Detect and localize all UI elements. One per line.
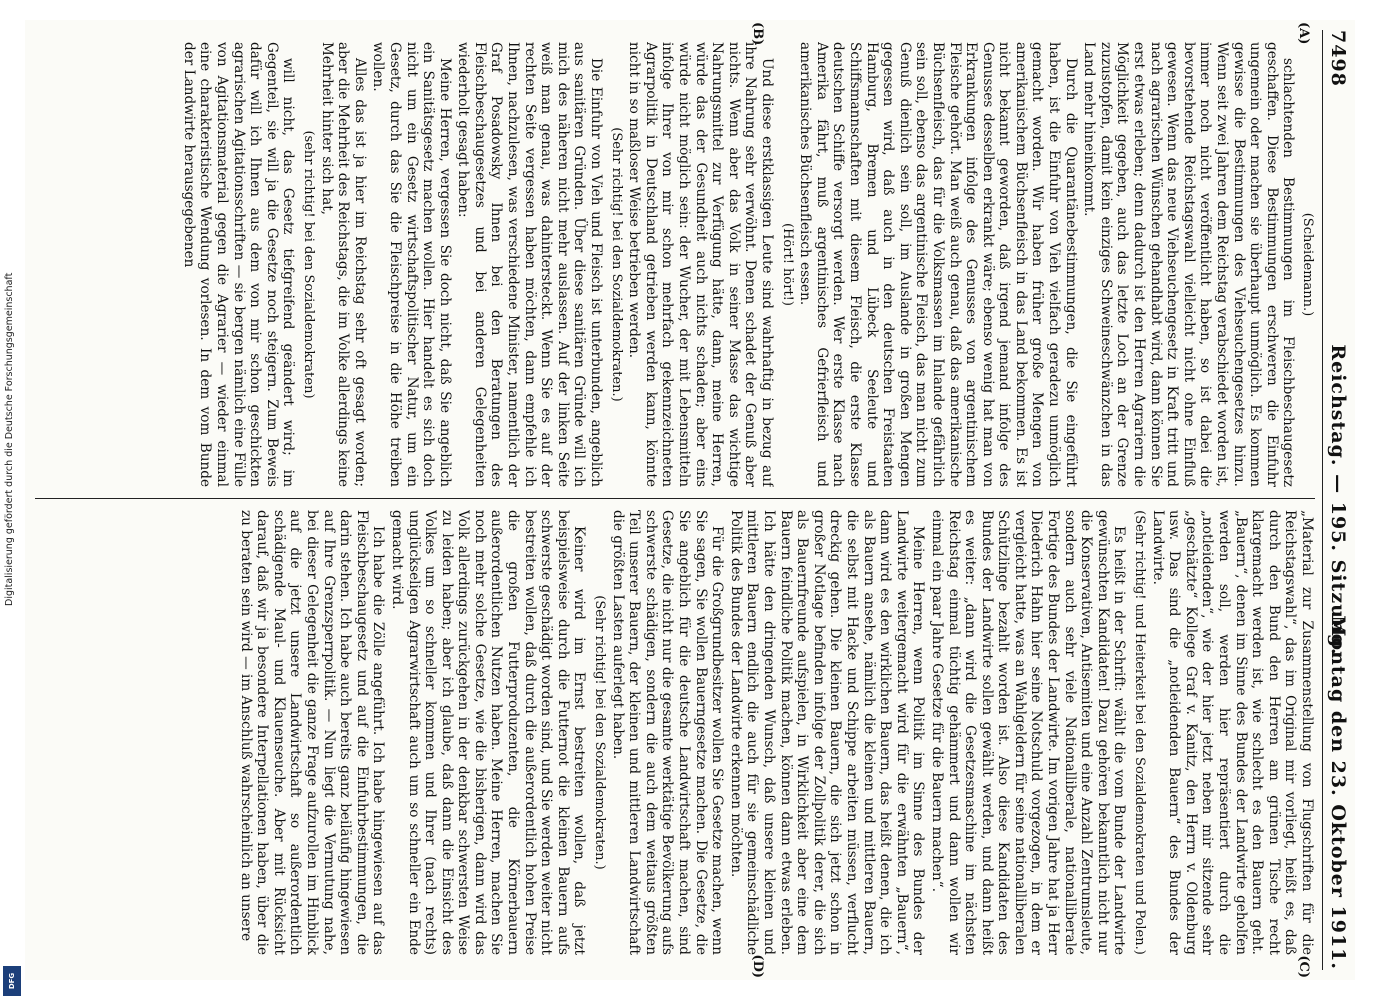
column-divider xyxy=(35,498,1315,499)
paragraph: Für die Großgrundbesitzer wollen Sie Gesetze machen, wenn Sie sagen, Sie wollen Bauerngesetze machen. Die Gesetze, die Sie angeblich für die deutsche Landwirtschaft machen, sind Gesetze, die nicht nur die gesamte werktätige Bevölkerung aufs schwerste schädigen, sondern die auch dem weitaus größten Teil unserer Bauern, der kleinen und mittleren Landwirtschaft die größten Lasten auferlegt haben. xyxy=(609,510,726,955)
session-date: Montag den 23. Oktober 1911. xyxy=(1327,615,1349,970)
interjection: (Sehr richtig! bei den Sozialdemokraten.) xyxy=(592,595,608,870)
interjection: (sehr richtig! bei den Sozialdemokraten) xyxy=(300,130,316,399)
margin-mark-a: (A) xyxy=(1296,22,1311,45)
page-header xyxy=(1323,30,1349,970)
scanned-page xyxy=(25,20,1355,980)
paragraph: Und diese erstklassigen Leute sind wahrhaftig in bezug auf ihre Nahrung sehr verwöhnt. Denen schadet der Genuß aber nichts. Wenn aber das Volk in seiner Masse das wichtige Nahrungsmittel zur Verfügung hätte, dann, meine Herren, würde das der Gesundheit auch nichts schaden; aber eins würde nicht möglich sein: der Wucher, der mit Lebensmitteln infolge Ihrer von mir schon mehrfach gekennzeichneten Agrarpolitik in Deutschland getrieben werden kann, könnte nicht in so maßloser Weise betrieben werden. xyxy=(626,42,775,487)
interjection: (Hört! hört!) xyxy=(779,223,795,306)
paragraph: Meine Herren, wenn Politik im Sinne des Bundes der Landwirte weitergemacht wird für die erwähnten „Bauern“, dann wird es den wirklichen Bauern, das heißt denen, die ich als Bauern ansehe, nämlich die kleinen und mittleren Bauern, die selbst mit Hacke und Schippe arbeiten müssen, verflucht dreckig gehen. Die kleinen Bauern, die sich jetzt schon in großer Notlage befinden infolge der Zollpolitik derer, die sich als Bauernfreunde aufspielen, in Wirklichkeit aber eine dem Bauern feindliche Politik machen, können dann etwas erleben. Ich hätte den dringenden Wunsch, daß unsere kleinen und mittleren Bauern endlich die auch für sie gemeinschädliche Politik des Bundes der Landwirte erkennen möchten. xyxy=(727,510,927,955)
margin-mark-c: (C) xyxy=(1296,955,1311,978)
left-text-column xyxy=(35,42,1315,487)
running-head: Reichstag. — 195. Sitzung. xyxy=(1327,344,1349,656)
paragraph: Durch die Quarantänebestimmungen, die Sie eingeführt haben, ist die Einfuhr von Vieh vielfach geradezu unmöglich gemacht worden. Wir haben früher große Mengen von amerikanischem Büchsenfleisch in das Land bekommen. Es ist nicht bekannt geworden, daß irgend jemand infolge des Genusses desselben erkrankt wäre; ebenso wenig hat man von Erkrankungen infolge des Genusses von argentinischem Fleische gehört. Man weiß auch genau, daß das amerikanische Büchsenfleisch, das für die Volksmassen im Inlande gefährlich sein soll, ebenso das argentinische Fleisch, das man nicht zum Genuß dienlich sein soll, im Auslande in großen Mengen gegessen wird, daß auch in den deutschen Freistaaten Hamburg, Bremen und Lübeck Seeleute und Schiffsmannschaften mit diesem Fleisch, die erste Klasse deutschen Schiffe versorgt werden. Wer erste Klasse nach Amerika fährt, muß argentinisches Gefrierfleisch und amerikanisches Büchsenfleisch essen. xyxy=(797,42,1079,487)
speaker-name: (Scheidemann.) xyxy=(1300,212,1315,317)
margin-mark-d: (D) xyxy=(750,954,765,978)
interjection: (Sehr richtig! und Heiterkeit bei den Sozialdemokraten und Polen.) xyxy=(1132,510,1148,955)
paragraph: Meine Herren, vergessen Sie doch nicht, daß Sie angeblich ein Sanitätsgesetz machen wollen. Hier handelt es sich doch nicht um ein Gesetz wirtschaftspolitischer Natur, um ein Gesetz, durch das Sie die Fleischpreise in die Höhe treiben wollen. xyxy=(370,42,453,487)
paragraph: Die Einfuhr von Vieh und Fleisch ist unterbunden, angeblich aus sanitären Gründen. Über diese sanitären Gründe will ich mich des näheren nicht mehr auslassen. Auf der linken Seite weiß man genau, was dahintersteckt. Wenn Sie es auf der rechten Seite vergessen haben möchten, dann empfehle ich Ihnen, nachzulesen, was verschiedene Minister, namentlich der Graf Posadowsky Ihnen bei den Beratungen des Fleischbeschaugesetzes und bei anderen Gelegenheiten wiederholt gesagt haben: xyxy=(455,42,605,487)
right-text-column xyxy=(35,510,1315,955)
paragraph: Ich habe die Zölle angeführt. Ich habe hingewiesen auf das Fleischbeschaugesetz und auf die Einfuhrbestimmungen, die darin stehen. Ich habe auch bereits ganz beiläufig hingewiesen auf Ihre Grenzsperrpolitik. — Nun liegt die Vermutung nahe, bei dieser Gelegenheit die ganze Frage aufzurollen im Hinblick auf die jetzt unsere Landwirtschaft so außerordentlich schädigende Maul- und Klauenseuche. Aber mit Rücksicht darauf, daß wir ja besondere Interpellationen haben, über die zu beraten sein wird — im Anschluß wahrscheinlich an unsere xyxy=(237,510,387,955)
margin-mark-b: (B) xyxy=(750,22,765,46)
paragraph: „Material zur Zusammenstellung von Flugschriften für die Reichstagswahl“, das im Original mir vorliegt, heißt es, daß durch den Bund den Herren am grünen Tische recht klargemacht werden ist, wie schlecht es den Bauern geht. „Bauern“, denen im Sinne des Bundes der Landwirte geholfen werden soll, werden hier repräsentiert durch die „notleidenden“, wie der hier jetzt neben mir sitzende sehr „geschätzte“ Kollege Graf v. Kanitz, den Herrn v. Oldenburg usw. Das sind die „notleidenden Bauern“ des Bundes der Landwirte. xyxy=(1149,510,1315,955)
paragraph: Es heißt in der Schrift: wählt die vom Bunde der Landwirte gewünschten Kandidaten! Dazu gehören bekanntlich nicht nur die Konservativen, Antisemiten und eine Anzahl Zentrumsleute, sondern auch sehr viele Nationalliberale, nationalliberale Fortige des Bundes der Landwirte. Im vorigen Jahre hat ja Herr Diederich Hahn hier seine Notschuld vorgezogen, in dem er vergleicht hatte, was an Wahlgeldern für seine nationalliberalen Schützlinge bezahlt worden ist. Also diese Kandidaten des Bundes der Landwirte sollen gewählt werden, und dann heißt es weiter: „dann wird die Gesetzesmaschine im nächsten Reichstag einmal tüchtig gehämmert und dann wollen wir einmal ein paar Jahre Gesetze für die Bauern machen“. xyxy=(928,510,1128,955)
page-number: 7498 xyxy=(1327,30,1349,87)
paragraph: Keiner wird im Ernst bestreiten wollen, daß jetzt beispielsweise durch die Futternot die kleinen Bauern aufs schwerste geschädigt worden sind, und Sie werden weiter nicht bestreiten wollen, daß durch die außerordentlich hohen Preise die großen Futterproduzenten, die Körnerbauern außerordentlichen Nutzen haben. Meine Herren, machen Sie noch mehr solche Gesetze, wie die bisherigen, dann wird das Volk allerdings zurückgehen in der denkbar schwersten Weise zu leiden haben; aber ich glaube, daß dann die Einsicht des Volkes um so schneller kommen und Ihrer (nach rechts) unglückseligen Agrarwirtschaft auch um so schneller ein Ende gemacht wird. xyxy=(388,510,588,955)
paragraph: schlachtenden Bestimmungen im Fleischbeschaugesetz geschaffen. Diese Bestimmungen erschweren die Einfuhr ungemein oder machen sie überhaupt unmöglich. Es kommen gewisse die Bestimmungen des Viehseuchengesetzes hinzu. Wenn seit zwei Jahren dem Reichstag verabschiedet worden ist, immer noch nicht veröffentlicht haben, so ist dabei die bevorstehende Reichstagswahl vielleicht nicht ohne Einfluß gewesen. Wenn das neue Viehseuchengesetz in Kraft tritt und nach agrarischen Wünschen gehandhabt wird, dann können Sie erst etwas erleben; denn dadurch ist den Herren Agrariern die Möglichkeit gegeben, auch das letzte Loch an der Grenze zuzustopfen, damit kein einziges Schweineschwänzchen in das Land mehr hineinkommt. xyxy=(1081,42,1297,487)
interjection: (Sehr richtig! bei den Sozialdemokraten.) xyxy=(608,127,624,402)
paragraph: Alles das ist ja hier im Reichstag sehr oft gesagt worden; aber die Mehrheit des Reichstags, die im Volke allerdings keine Mehrheit hinter sich hat, xyxy=(318,42,368,487)
paragraph: will nicht, das Gesetz tiefgreifend geändert wird; im Gegenteil, sie will ja die Gesetze noch steigern. Zum Beweis dafür will ich Ihnen aus dem von mir schon geschickten agrarischen Agitationsschriften — sie bergen nämlich eine Fülle von Agitationsmaterial gegen die Agrarier — wieder einmal eine charakteristische Wendung vorlesen. In dem vom Bunde der Landwirte herausgegebenen xyxy=(180,42,297,487)
dfg-logo: DFG xyxy=(3,966,21,996)
digitization-credit: Digitalisierung gefördert durch die Deutsche Forschungsgemeinschaft xyxy=(4,272,15,606)
header-rule xyxy=(1322,30,1323,970)
